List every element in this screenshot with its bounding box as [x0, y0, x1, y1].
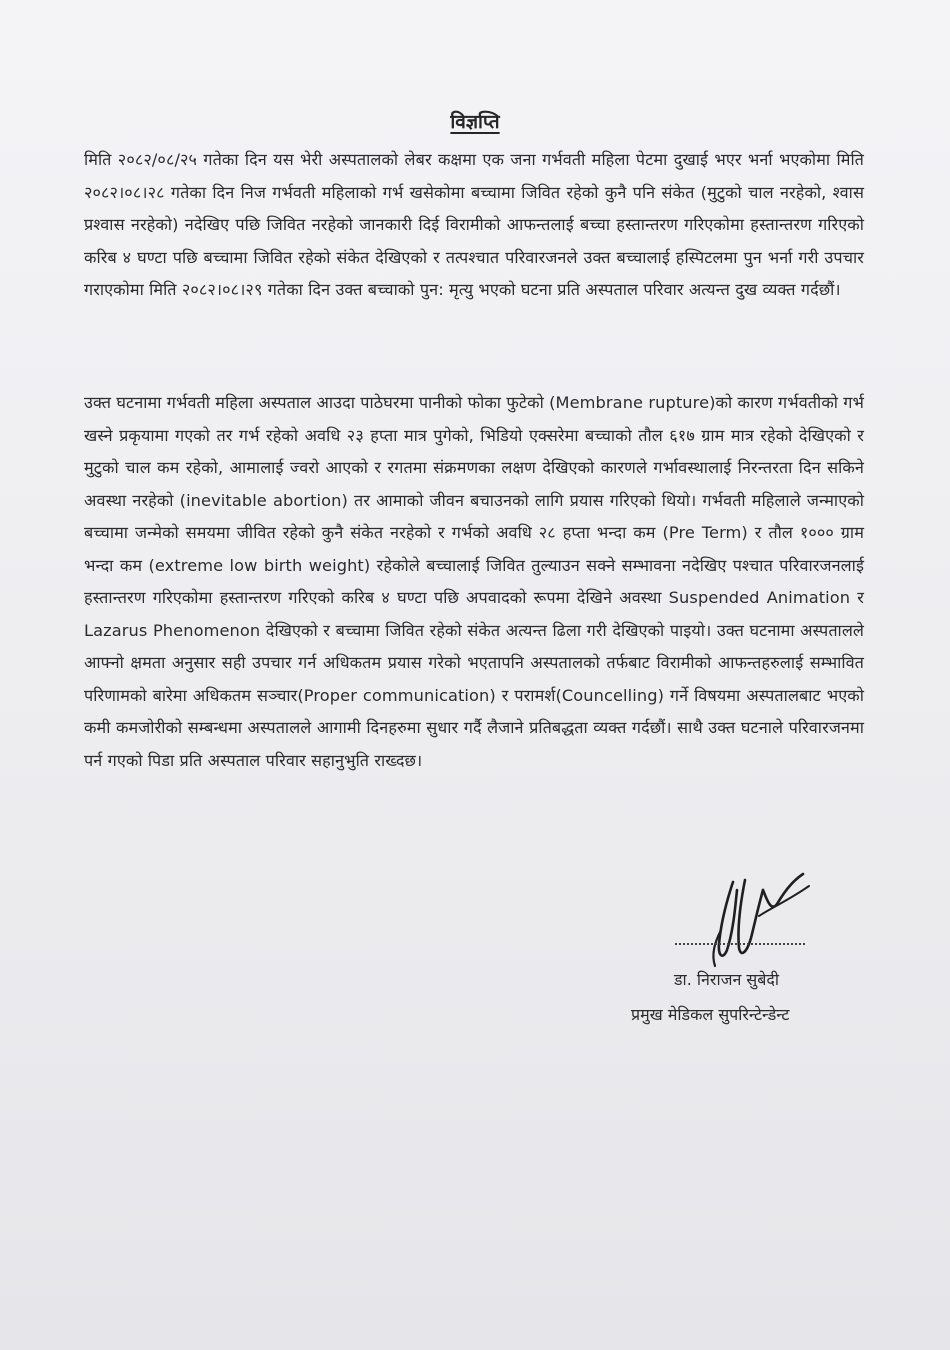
notice-title-text: विज्ञप्ति	[450, 111, 500, 133]
signatory-designation: प्रमुख मेडिकल सुपरिन्टेन्डेन्ट	[631, 1005, 790, 1024]
notice-paragraph-2: उक्त घटनामा गर्भवती महिला अस्पताल आउदा पाठेघरमा पानीको फोका फुटेको (Membrane rupture)को कारण गर्भवतीको गर्भ खस्ने प्रकृयामा गएको तर गर्भ रहेको अवधि २३ हप्ता मात्र पुगेको, भिडियो एक्सरेमा बच्चाको तौल ६१७ ग्राम मात्र रहेको देखिएको र मुटुको चाल कम रहेको, आमालाई ज्वरो आएको र रगतमा संक्रमणका लक्षण देखिएको कारणले गर्भावस्थालाई निरन्तरता दिन सकिने अवस्था नरहेको (inevitable abortion) तर आमाको जीवन बचाउनको लागि प्रयास गरिएको थियो। गर्भवती महिलाले जन्माएको बच्चामा जन्मेको समयमा जीवित रहेको कुनै संकेत नरहेको र गर्भको अवधि २८ हप्ता भन्दा कम (Pre Term) र तौल १००० ग्राम भन्दा कम (extreme low birth weight) रहेकोले बच्चालाई जिवित तुल्याउन सक्ने सम्भावना नदेखिए पश्चात परिवारजनलाई हस्तान्तरण गरिएकोमा हस्तान्तरण गरिएको करिब ४ घण्टा पछि अपवादको रूपमा देखिने अवस्था Suspended Animation र Lazarus Phenomenon देखिएको र बच्चामा जिवित रहेको संकेत अत्यन्त ढिला गरी देखिएको पाइयो। उक्त घटनामा अस्पतालले आफ्नो क्षमता अनुसार सही उपचार गर्न अधिकतम प्रयास गरेको भएतापनि अस्पतालको तर्फबाट विरामीको आफन्तहरुलाई सम्भावित परिणामको बारेमा अधिकतम सञ्चार(Proper communication) र परामर्श(Councelling) गर्ने विषयमा अस्पतालबाट भएको कमी कमजोरीको सम्बन्धमा अस्पतालले आगामी दिनहरुमा सुधार गर्दै लैजाने प्रतिबद्धता व्यक्त गर्दछौं। साथै उक्त घटनाले परिवारजनमा पर्न गएको पिडा प्रति अस्पताल परिवार सहानुभुति राख्दछ।	[84, 393, 864, 770]
notice-paragraph-1: मिति २०८२/०८/२५ गतेका दिन यस भेरी अस्पतालको लेबर कक्षमा एक जना गर्भवती महिला पेटमा दुखाई भएर भर्ना भएकोमा मिति २०८२।०८।२८ गतेका दिन निज गर्भवती महिलाको गर्भ खसेकोमा बच्चामा जिवित रहेको कुनै पनि संकेत (मुटुको चाल नरहेको, श्वास प्रश्वास नरहेको) नदेखिए पछि जिवित नरहेको जानकारी दिई विरामीको आफन्तलाई बच्चा हस्तान्तरण गरिएकोमा हस्तान्तरण गरिएको करिब ४ घण्टा पछि बच्चामा जिवित रहेको संकेत देखिएको र तत्पश्चात परिवारजनले उक्त बच्चालाई हस्पिटलमा पुन भर्ना गरी उपचार गराएकोमा मिति २०८२।०८।२९ गतेका दिन उक्त बच्चाको पुन: मृत्यु भएको घटना प्रति अस्पताल परिवार अत्यन्त दुख व्यक्त गर्दछौं।	[84, 150, 864, 299]
signature-block	[600, 860, 900, 1040]
signature-dotted-line	[675, 943, 805, 945]
notice-title	[0, 108, 950, 134]
handwritten-signature	[675, 860, 815, 970]
signatory-name: डा. निराजन सुबेदी	[674, 970, 780, 989]
